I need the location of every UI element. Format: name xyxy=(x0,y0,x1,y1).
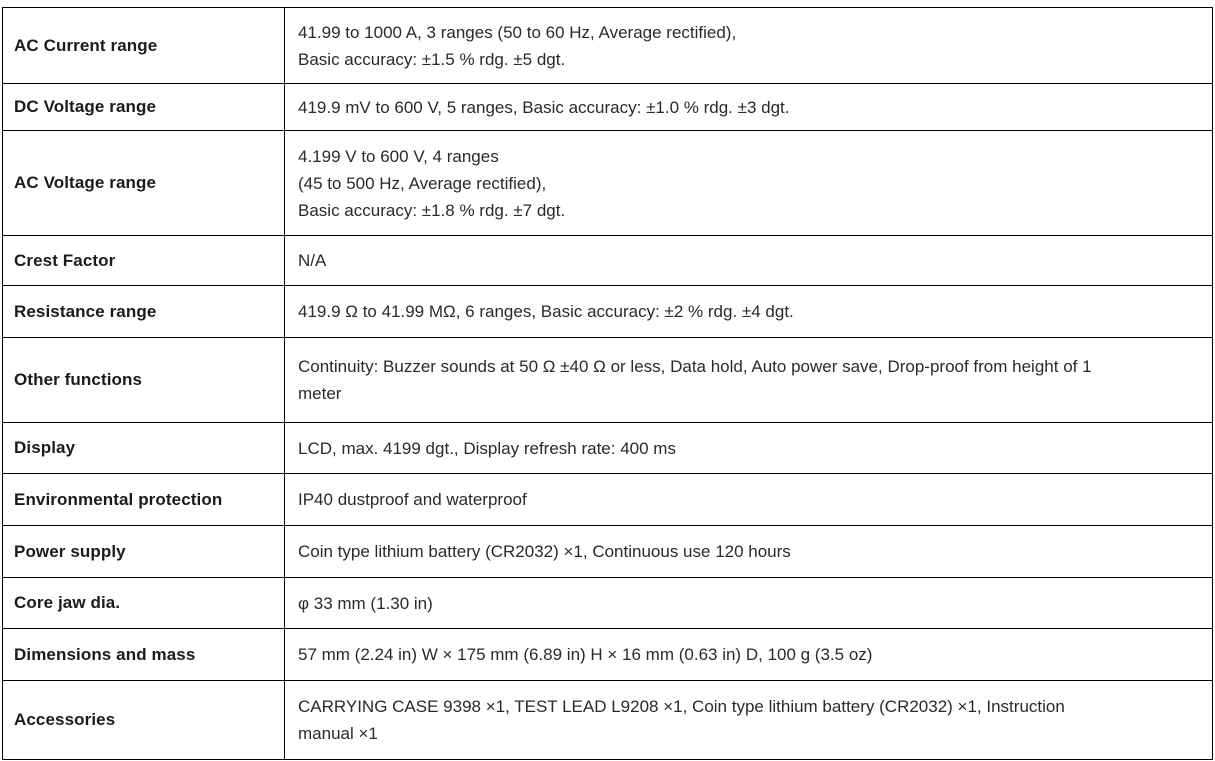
spec-value-line: CARRYING CASE 9398 ×1, TEST LEAD L9208 ×1, Coin type lithium battery (CR2032) ×1, Instruction xyxy=(298,697,1065,716)
spec-value-line: 41.99 to 1000 A, 3 ranges (50 to 60 Hz, Average rectified), xyxy=(298,22,737,42)
spec-value-line: manual ×1 xyxy=(298,724,378,743)
spec-label: Power supply xyxy=(3,526,285,578)
spec-label: Core jaw dia. xyxy=(3,578,285,629)
spec-label: Crest Factor xyxy=(3,236,285,286)
spec-label: Resistance range xyxy=(3,286,285,338)
spec-value-line: (45 to 500 Hz, Average rectified), xyxy=(298,173,547,193)
spec-label: DC Voltage range xyxy=(3,84,285,131)
table-row xyxy=(3,681,1213,760)
spec-value-line: meter xyxy=(298,384,342,403)
spec-label: Other functions xyxy=(3,338,285,423)
spec-value xyxy=(285,338,1213,423)
spec-value-line: 419.9 mV to 600 V, 5 ranges, Basic accuracy: ±1.0 % rdg. ±3 dgt. xyxy=(298,97,790,117)
spec-value xyxy=(285,423,1213,474)
spec-value-line: LCD, max. 4199 dgt., Display refresh rate: 400 ms xyxy=(298,438,676,458)
spec-label: Accessories xyxy=(3,681,285,760)
spec-value-line: Continuity: Buzzer sounds at 50 Ω ±40 Ω or less, Data hold, Auto power save, Drop-proof from height of 1 xyxy=(298,357,1092,376)
table-row xyxy=(3,84,1213,131)
table-row xyxy=(3,131,1213,236)
spec-value xyxy=(285,286,1213,338)
spec-value xyxy=(285,131,1213,236)
spec-label: AC Voltage range xyxy=(3,131,285,236)
spec-value xyxy=(285,474,1213,526)
spec-label: AC Current range xyxy=(3,8,285,84)
spec-value xyxy=(285,84,1213,131)
table-row xyxy=(3,338,1213,423)
spec-value xyxy=(285,681,1213,760)
spec-value-line: φ 33 mm (1.30 in) xyxy=(298,593,433,613)
spec-value xyxy=(285,526,1213,578)
spec-value-line: Coin type lithium battery (CR2032) ×1, Continuous use 120 hours xyxy=(298,542,791,561)
spec-label: Display xyxy=(3,423,285,474)
table-row xyxy=(3,629,1213,681)
spec-value-line: Basic accuracy: ±1.8 % rdg. ±7 dgt. xyxy=(298,200,566,220)
spec-value-line: 419.9 Ω to 41.99 MΩ, 6 ranges, Basic accuracy: ±2 % rdg. ±4 dgt. xyxy=(298,302,794,321)
spec-value-line: IP40 dustproof and waterproof xyxy=(298,490,527,509)
spec-value-line: Basic accuracy: ±1.5 % rdg. ±5 dgt. xyxy=(298,49,566,69)
spec-value-line: N/A xyxy=(298,251,327,270)
spec-value-line: 4.199 V to 600 V, 4 ranges xyxy=(298,146,499,166)
table-row xyxy=(3,8,1213,84)
spec-value xyxy=(285,236,1213,286)
spec-label: Environmental protection xyxy=(3,474,285,526)
table-row xyxy=(3,526,1213,578)
spec-value xyxy=(285,578,1213,629)
spec-value xyxy=(285,629,1213,681)
table-row xyxy=(3,423,1213,474)
table-row xyxy=(3,474,1213,526)
table-row xyxy=(3,236,1213,286)
table-row xyxy=(3,286,1213,338)
spec-table xyxy=(2,7,1213,760)
spec-table-body xyxy=(3,8,1213,760)
spec-value-line: 57 mm (2.24 in) W × 175 mm (6.89 in) H × 16 mm (0.63 in) D, 100 g (3.5 oz) xyxy=(298,645,873,664)
table-row xyxy=(3,578,1213,629)
spec-label: Dimensions and mass xyxy=(3,629,285,681)
spec-value xyxy=(285,8,1213,84)
